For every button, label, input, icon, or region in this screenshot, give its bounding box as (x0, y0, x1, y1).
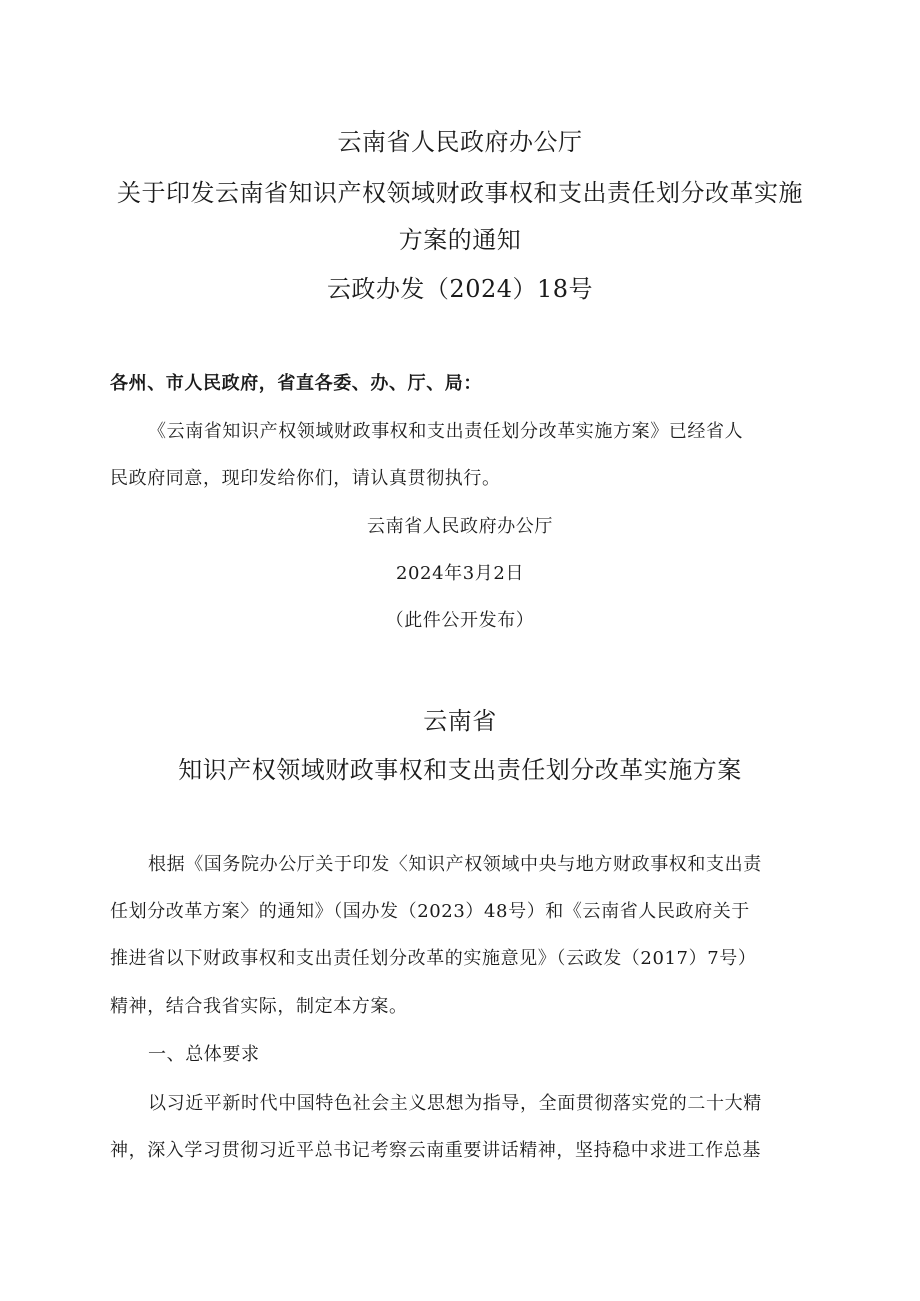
plan-intro-line-1: 根据《国务院办公厅关于印发〈知识产权领域中央与地方财政事权和支出责 (148, 854, 762, 875)
notice-title-line-2: 方案的通知 (398, 226, 522, 254)
notice-issuer: 云南省人民政府办公厅 (337, 128, 583, 156)
letter-body-line-2: 民政府同意，现印发给你们，请认真贯彻执行。 (110, 468, 501, 489)
plan-intro-line-3: 推进省以下财政事权和支出责任划分改革的实施意见》（云政发（2017）7号） (110, 948, 757, 969)
letter-body-line-1: 《云南省知识产权领域财政事权和支出责任划分改革实施方案》已经省人 (148, 421, 744, 442)
section-1-heading: 一、总体要求 (148, 1044, 260, 1065)
plan-intro-line-4: 精神，结合我省实际，制定本方案。 (110, 996, 408, 1017)
letter-signature: 云南省人民政府办公厅 (367, 516, 553, 537)
plan-title-line-2: 知识产权领域财政事权和支出责任划分改革实施方案 (178, 756, 742, 784)
plan-title-line-1: 云南省 (423, 707, 497, 735)
notice-doc-number: 云政办发（2024）18号 (326, 275, 594, 303)
letter-date: 2024年3月2日 (395, 563, 525, 584)
section-1-line-2: 神，深入学习贯彻习近平总书记考察云南重要讲话精神，坚持稳中求进工作总基 (110, 1140, 761, 1161)
notice-title-line-1: 关于印发云南省知识产权领域财政事权和支出责任划分改革实施 (117, 179, 803, 207)
letter-addressee: 各州、市人民政府，省直各委、办、厅、局： (110, 373, 482, 394)
section-1-line-1: 以习近平新时代中国特色社会主义思想为指导，全面贯彻落实党的二十大精 (148, 1093, 762, 1114)
letter-disclosure: （此件公开发布） (385, 610, 535, 631)
plan-intro-line-2: 任划分改革方案〉的通知》（国办发（2023）48号）和《云南省人民政府关于 (110, 901, 750, 922)
